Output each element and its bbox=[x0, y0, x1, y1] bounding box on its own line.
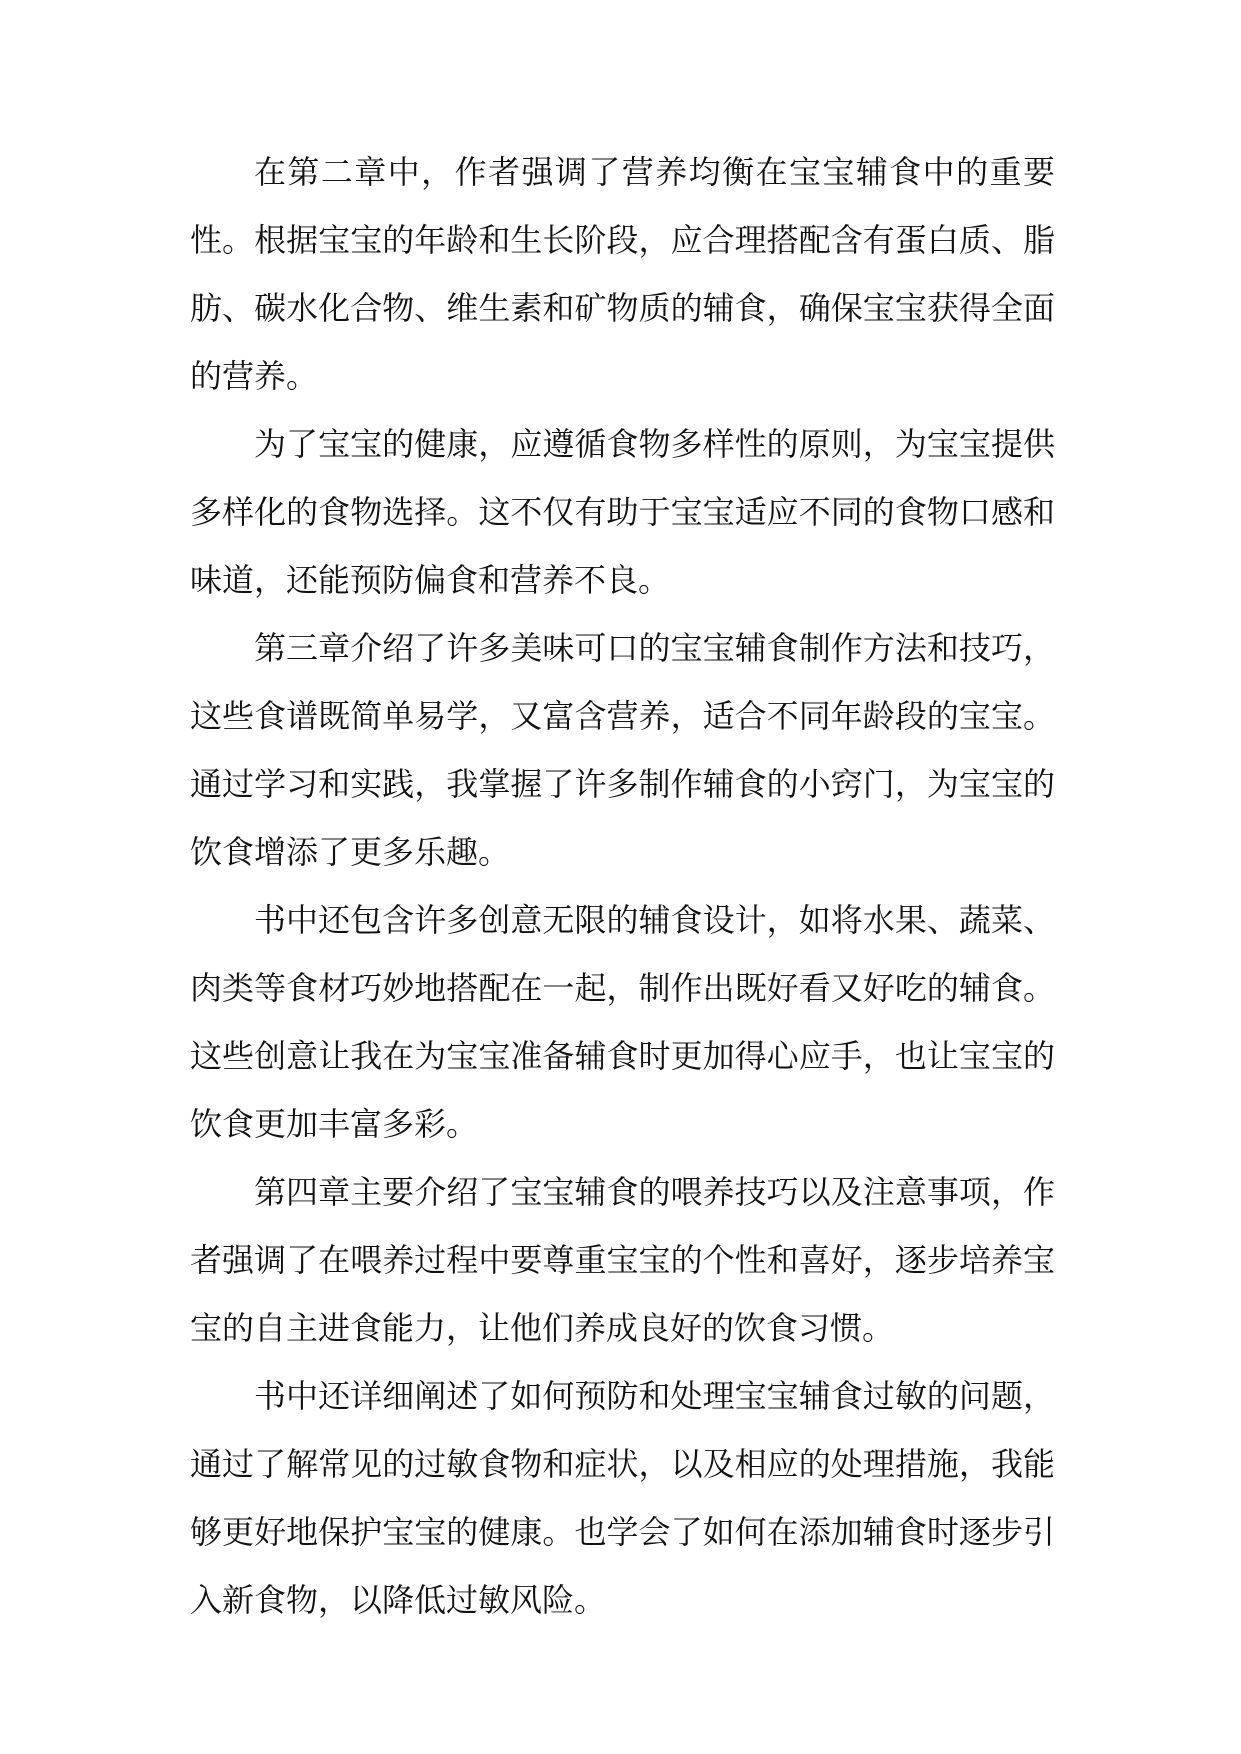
paragraph-allergy: 书中还详细阐述了如何预防和处理宝宝辅食过敏的问题，通过了解常见的过敏食物和症状，以及相应的处理措施，我能够更好地保护宝宝的健康。也学会了如何在添加辅食时逐步引入新食物，以降低过敏风险。 bbox=[190, 1377, 1055, 1619]
paragraph-chapter4-feeding: 第四章主要介绍了宝宝辅食的喂养技巧以及注意事项，作者强调了在喂养过程中要尊重宝宝的个性和喜好，逐步培养宝宝的自主进食能力，让他们养成良好的饮食习惯。 bbox=[190, 1173, 1055, 1347]
paragraph-food-diversity: 为了宝宝的健康，应遵循食物多样性的原则，为宝宝提供多样化的食物选择。这不仅有助于宝宝适应不同的食物口感和味道，还能预防偏食和营养不良。 bbox=[190, 425, 1055, 599]
paragraph-creative-design: 书中还包含许多创意无限的辅食设计，如将水果、蔬菜、肉类等食材巧妙地搭配在一起，制作出既好看又好吃的辅食。这些创意让我在为宝宝准备辅食时更加得心应手，也让宝宝的饮食更加丰富多彩。 bbox=[190, 901, 1055, 1143]
paragraph-chapter2-nutrition: 在第二章中，作者强调了营养均衡在宝宝辅食中的重要性。根据宝宝的年龄和生长阶段，应合理搭配含有蛋白质、脂肪、碳水化合物、维生素和矿物质的辅食，确保宝宝获得全面的营养。 bbox=[190, 153, 1055, 395]
document-body bbox=[190, 138, 1055, 1634]
paragraph-chapter3-recipes: 第三章介绍了许多美味可口的宝宝辅食制作方法和技巧，这些食谱既简单易学，又富含营养，适合不同年龄段的宝宝。通过学习和实践，我掌握了许多制作辅食的小窍门，为宝宝的饮食增添了更多乐趣。 bbox=[190, 629, 1055, 871]
